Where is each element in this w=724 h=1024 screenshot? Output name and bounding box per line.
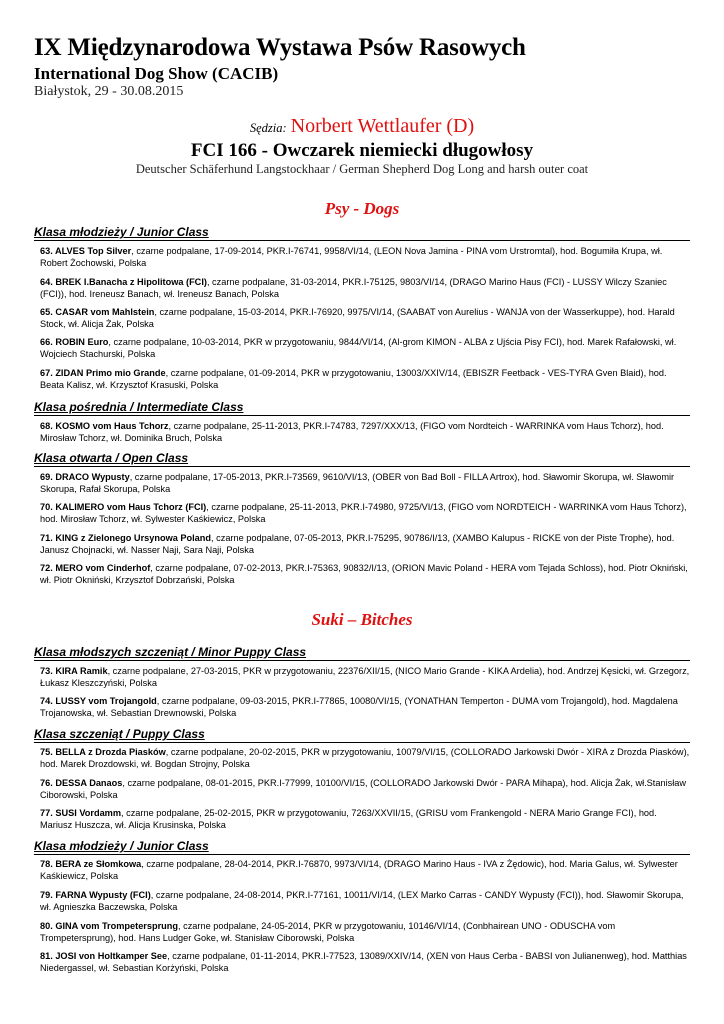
class-divider: [34, 466, 690, 467]
catalogue-entry: [40, 471, 690, 495]
dog-name: 70. KALIMERO vom Haus Tchorz (FCI): [40, 502, 207, 512]
dog-details: , czarne podpalane, 25-11-2013, PKR.I-74980, 9725/VI/13, (FIGO vom NORDTEICH - WARRINKA vom Haus Tchorz), hod. Mirosław Tchorz, wł. Sylwester Kaśkiewicz, Polska: [40, 502, 687, 524]
class-title: Klasa młodzieży / Junior Class: [34, 839, 209, 853]
dog-name: 78. BERA ze Słomkowa: [40, 859, 142, 869]
dog-name: 77. SUSI Vordamm: [40, 808, 122, 818]
catalogue-entry: [40, 858, 690, 882]
dog-details: , czarne podpalane, 15-03-2014, PKR.I-76920, 9975/VI/14, (SAABAT von Aurelius - WANJA von der Wasserkuppe), hod. Harald Stock, wł. Alicja Żak, Polska: [40, 307, 675, 329]
class-title: Klasa szczeniąt / Puppy Class: [34, 727, 205, 741]
catalogue-entry: [40, 950, 690, 974]
dog-details: , czarne podpalane, 17-09-2014, PKR.I-76741, 9958/VI/14, (LEON Nova Jamina - PINA vom Urstromtal), hod. Bogumiła Krupa, wł. Robert Żochowski, Polska: [40, 246, 663, 268]
catalogue-entry: [40, 665, 690, 689]
dog-name: 69. DRACO Wypusty: [40, 472, 130, 482]
dog-name: 72. MERO vom Cinderhof: [40, 563, 151, 573]
dog-details: , czarne podpalane, 24-05-2014, PKR w przygotowaniu, 10146/VI/14, (Conbhairean UNO - ODUSCHA vom Trompetersprung), hod. Hans Ludger Goke, wł. Stanisław Ciborowski, Polska: [40, 921, 616, 943]
show-title: IX Międzynarodowa Wystawa Psów Rasowych: [34, 34, 526, 61]
dog-details: , czarne podpalane, 07-02-2013, PKR.I-75363, 90832/I/13, (ORION Mavic Poland - HERA vom Tejada Schloss), hod. Piotr Okniński, wł. Piotr Okniński, Krzysztof Dobrzański, Polska: [40, 563, 688, 585]
catalogue-entry: [40, 306, 690, 330]
dog-name: 64. BREK I.Banacha z Hipolitowa (FCI): [40, 277, 207, 287]
dog-details: , czarne podpalane, 28-04-2014, PKR.I-76870, 9973/VI/14, (DRAGO Marino Haus - IVA z Żędowic), hod. Maria Galus, wł. Sylwester Kaśkiewicz, Polska: [40, 859, 678, 881]
catalogue-entry: [40, 777, 690, 801]
dog-details: , czarne podpalane, 27-03-2015, PKR w przygotowaniu, 22376/XII/15, (NICO Mario Grande - KIKA Ardelia), hod. Andrzej Kęsicki, wł. Grzegorz, Łukasz Kleszczyński, Polska: [40, 666, 690, 688]
class-divider: [34, 415, 690, 416]
dog-name: 75. BELLA z Drozda Piasków: [40, 747, 166, 757]
class-divider: [34, 742, 690, 743]
dog-details: , czarne podpalane, 09-03-2015, PKR.I-77865, 10080/VI/15, (YONATHAN Temperton - DUMA vom Trojangold), hod. Magdalena Trojanowska, wł. Sebastian Drewnowski, Polska: [40, 696, 678, 718]
catalogue-entry: [40, 562, 690, 586]
catalogue-entry: [40, 746, 690, 770]
catalogue-entry: [40, 889, 690, 913]
dog-details: , czarne podpalane, 25-02-2015, PKR w przygotowaniu, 7263/XXVII/15, (GRISU vom Frankengold - NERA Mario Grange FCI), hod. Mariusz Huszcza, wł. Alicja Krusinska, Polska: [40, 808, 657, 830]
dog-name: 63. ALVES Top Silver: [40, 246, 132, 256]
dog-name: 67. ZIDAN Primo mio Grande: [40, 368, 166, 378]
show-subtitle: International Dog Show (CACIB): [34, 64, 279, 83]
dog-name: 79. FARNA Wypusty (FCI): [40, 890, 151, 900]
breed-alt-names: Deutscher Schäferhund Langstockhaar / German Shepherd Dog Long and harsh outer coat: [135, 162, 589, 176]
dog-details: , czarne podpalane, 07-05-2013, PKR.I-75295, 90786/I/13, (XAMBO Kalupus - RICKE von der Piste Trophe), hod. Janusz Chojnacki, wł. Nasser Naji, Sara Naji, Polska: [40, 533, 675, 555]
dog-details: , czarne podpalane, 10-03-2014, PKR w przygotowaniu, 9844/VI/14, (Al-grom KIMON - ALBA z Ujścia Pisy FCI), hod. Marek Rafałowski, wł. Wojciech Stachurski, Polska: [40, 337, 677, 359]
catalogue-entry: [40, 336, 690, 360]
show-date: Białystok, 29 - 30.08.2015: [34, 84, 184, 99]
class-title: Klasa młodszych szczeniąt / Minor Puppy Class: [34, 645, 307, 659]
judge-line: [0, 115, 724, 138]
dog-details: , czarne podpalane, 24-08-2014, PKR.I-77161, 10011/VI/14, (LEX Marko Carras - CANDY Wypusty (FCI)), hod. Sławomir Skorupa, wł. Agnieszka Baczewska, Polska: [40, 890, 684, 912]
dog-name: 71. KING z Zielonego Ursynowa Poland: [40, 533, 212, 543]
catalogue-entry: [40, 532, 690, 556]
dog-details: , czarne podpalane, 25-11-2013, PKR.I-74783, 7297/XXX/13, (FIGO vom Nordteich - WARRINKA vom Haus Tchorz), hod. Mirosław Tchorz, wł. Dominika Bruch, Polska: [40, 421, 664, 443]
dog-details: , czarne podpalane, 31-03-2014, PKR.I-75125, 9803/VI/14, (DRAGO Marino Haus (FCI) - LUSSY Wilczy Szaniec (FCI)), hod. Ireneusz Banach, wł. Ireneusz Banach, Polska: [40, 277, 667, 299]
judge-label: Sędzia:: [249, 121, 287, 135]
dog-details: , czarne podpalane, 17-05-2013, PKR.I-73569, 9610/VI/13, (OBER von Bad Boll - FILLA Artrox), hod. Sławomir Skorupa, wł. Sławomir Skorupa, Rafał Skorupa, Polska: [40, 472, 675, 494]
catalogue-entry: [40, 807, 690, 831]
catalogue-entry: [40, 920, 690, 944]
class-divider: [34, 240, 690, 241]
dog-name: 66. ROBIN Euro: [40, 337, 109, 347]
class-title: Klasa pośrednia / Intermediate Class: [34, 400, 244, 414]
dog-name: 76. DESSA Danaos: [40, 778, 123, 788]
judge-name: Norbert Wettlaufer (D): [290, 115, 475, 137]
dog-details: , czarne podpalane, 20-02-2015, PKR w przygotowaniu, 10079/VI/15, (COLLORADO Jarkowski Dwór - XIRA z Drozda Piasków), hod. Marek Drozdowski, wł. Bogdan Strojny, Polska: [40, 747, 690, 769]
class-title: Klasa otwarta / Open Class: [34, 451, 189, 465]
dog-details: , czarne podpalane, 01-11-2014, PKR.I-77523, 13089/XXIV/14, (XEN von Haus Cerba - BABSI von Julianenweg), hod. Matthias Niedergassel, wł. Sebastian Korżyński, Polska: [40, 951, 687, 973]
dog-details: , czarne podpalane, 08-01-2015, PKR.I-77999, 10100/VI/15, (COLLORADO Jarkowski Dwór - PARA Mihapa), hod. Alicja Żak, wł.Stanisław Ciborowski, Polska: [40, 778, 686, 800]
catalogue-entry: [40, 501, 690, 525]
catalogue-entry: [40, 420, 690, 444]
catalogue-entry: [40, 276, 690, 300]
dog-name: 73. KIRA Ramik: [40, 666, 108, 676]
section-heading: Suki – Bitches: [311, 610, 413, 629]
dog-details: , czarne podpalane, 01-09-2014, PKR w przygotowaniu, 13003/XXIV/14, (EBISZR Feetback - VES-TYRA Gven Blaid), hod. Beata Kalisz, wł. Krzysztof Krasuski, Polska: [40, 368, 667, 390]
catalogue-entry: [40, 367, 690, 391]
dog-name: 81. JOSI von Holtkamper See: [40, 951, 168, 961]
class-divider: [34, 854, 690, 855]
section-heading: Psy - Dogs: [324, 199, 400, 218]
dog-name: 65. CASAR vom Mahlstein: [40, 307, 155, 317]
breed-title: FCI 166 - Owczarek niemiecki długowłosy: [190, 140, 534, 161]
catalogue-entry: [40, 695, 690, 719]
dog-name: 80. GINA vom Trompetersprung: [40, 921, 179, 931]
class-title: Klasa młodzieży / Junior Class: [34, 225, 209, 239]
catalogue-entry: [40, 245, 690, 269]
dog-name: 74. LUSSY vom Trojangold: [40, 696, 157, 706]
class-divider: [34, 660, 690, 661]
dog-name: 68. KOSMO vom Haus Tchorz: [40, 421, 169, 431]
